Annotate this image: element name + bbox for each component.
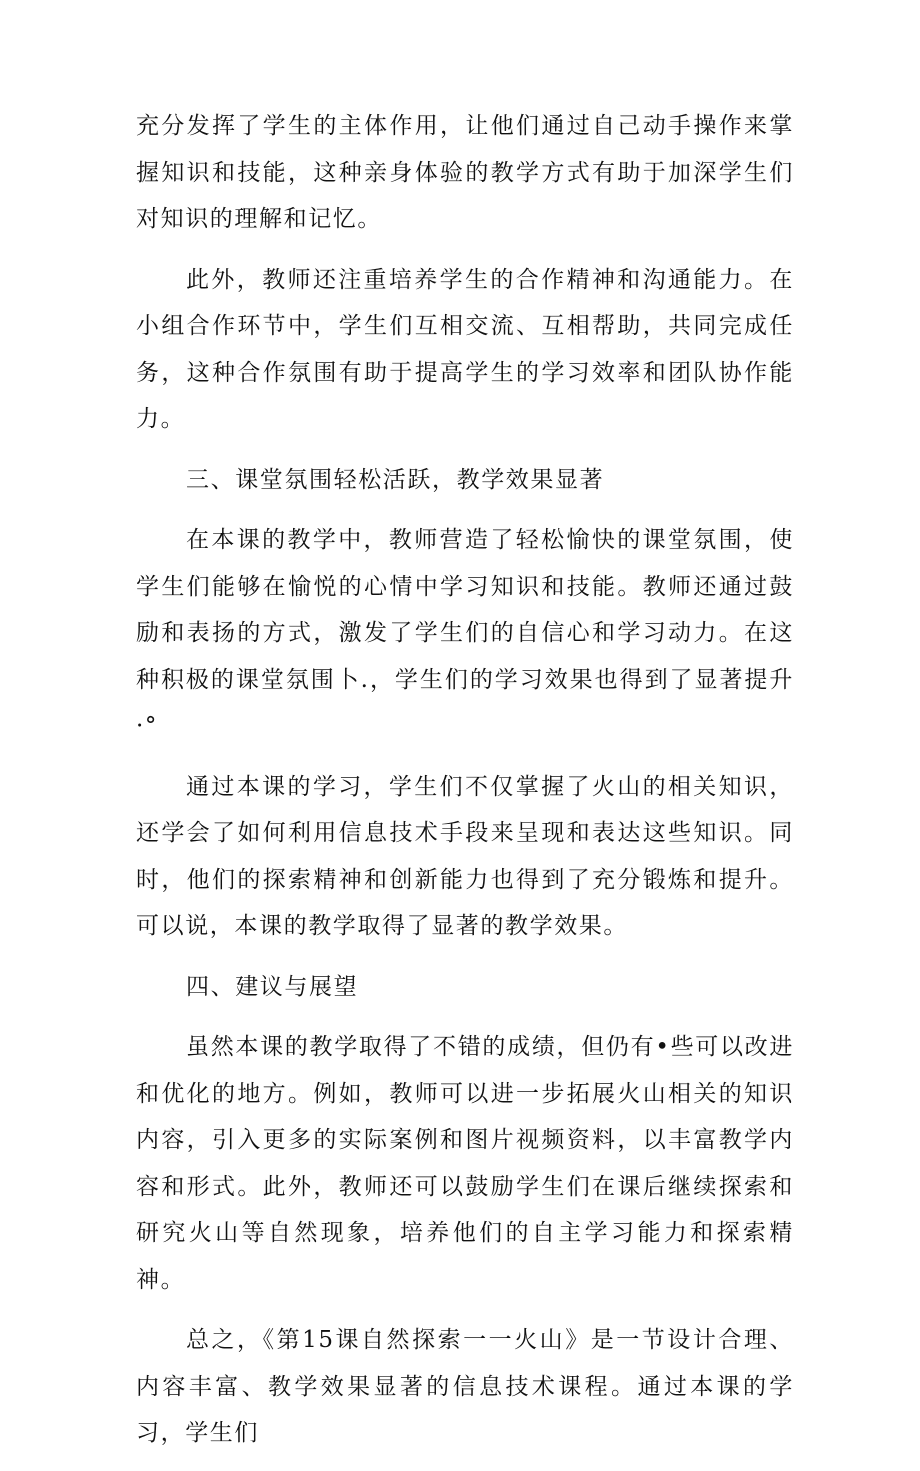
paragraph-continuation: 充分发挥了学生的主体作用，让他们通过自己动手操作来掌握知识和技能，这种亲身体验的教学方式有助于加深学生们对知识的理解和记忆。 — [136, 113, 794, 232]
section-heading-suggestions: 四、建议与展望 — [186, 973, 359, 1000]
document-body — [136, 103, 794, 1471]
section-heading-classroom-atmosphere: 三、课堂氛围轻松活跃，教学效果显著 — [186, 466, 605, 493]
paragraph-atmosphere: 在本课的教学中，教师营造了轻松愉快的课堂氛围，使学生们能够在愉悦的心情中学习知识和技能。教师还通过鼓励和表扬的方式，激发了学生们的自信心和学习动力。在这种积极的课堂氛围卜.，学生们的学习效果也得到了显著提升·° — [136, 527, 794, 739]
paragraph-suggestions: 虽然本课的教学取得了不错的成绩，但仍有•些可以改进和优化的地方。例如，教师可以进一步拓展火山相关的知识内容，引入更多的实际案例和图片视频资料，以丰富教学内容和形式。此外，教师还可以鼓励学生们在课后继续探索和研究火山等自然现象，培养他们的自主学习能力和探索精神。 — [136, 1034, 794, 1293]
paragraph-learning-outcome: 通过本课的学习，学生们不仅掌握了火山的相关知识，还学会了如何利用信息技术手段来呈现和表达这些知识。同时，他们的探索精神和创新能力也得到了充分锻炼和提升。可以说，本课的教学取得了显著的教学效果。 — [136, 773, 794, 939]
paragraph-cooperation: 此外，教师还注重培养学生的合作精神和沟通能力。在小组合作环节中，学生们互相交流、互相帮助，共同完成任务，这种合作氛围有助于提高学生的学习效率和团队协作能力。 — [136, 266, 794, 432]
paragraph-conclusion: 总之，《第15课自然探索一一火山》是一节设计合理、内容丰富、教学效果显著的信息技术课程。通过本课的学习，学生们 — [136, 1327, 794, 1446]
